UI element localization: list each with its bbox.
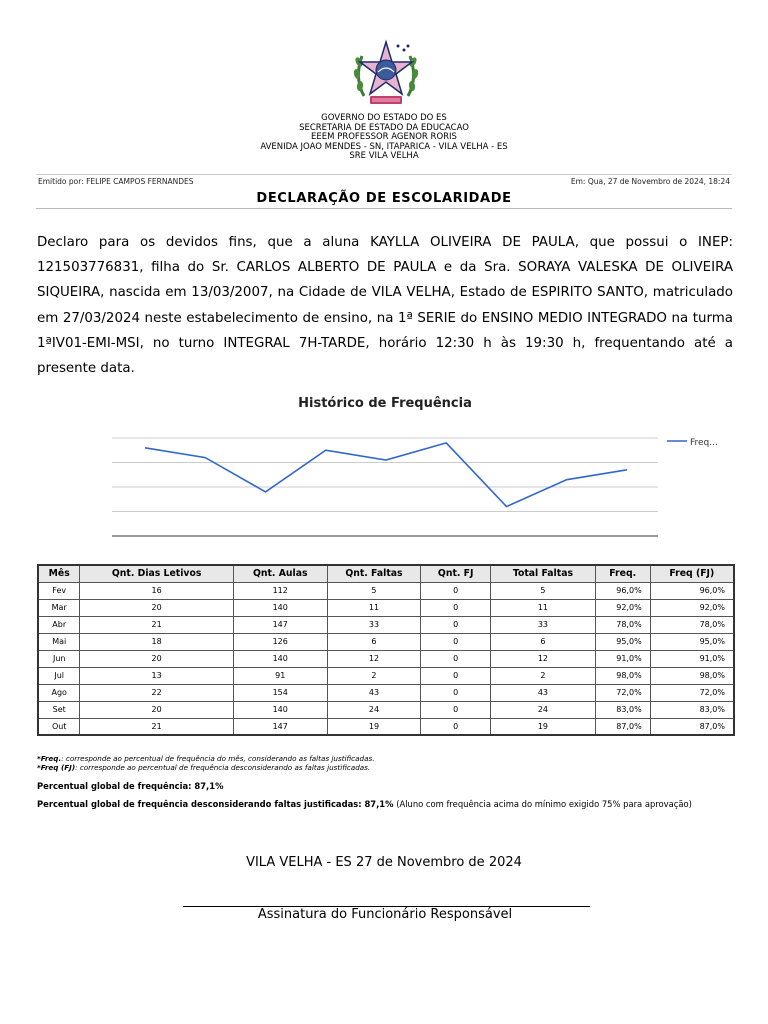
table-cell: 5	[327, 582, 421, 599]
table-header-cell: Freq.	[595, 565, 650, 582]
table-cell: 72,0%	[595, 684, 650, 701]
table-header-cell: Qnt. Faltas	[327, 565, 421, 582]
table-cell: 0	[421, 667, 491, 684]
global-frequency-note: (Aluno com frequência acima do mínimo exigido 75% para aprovação)	[393, 799, 692, 809]
note-freqfj-desc: : corresponde ao percentual de frequência desconsiderando as faltas justificadas.	[75, 763, 371, 772]
header-school: EEEM PROFESSOR AGENOR RORIS	[311, 132, 457, 143]
global-frequency-no-fj	[37, 799, 697, 810]
table-row	[38, 650, 734, 667]
table-cell: 19	[327, 718, 421, 735]
table-cell: 91	[233, 667, 327, 684]
table-cell: 0	[421, 616, 491, 633]
table-cell: 95,0%	[650, 633, 734, 650]
table-cell: 22	[80, 684, 233, 701]
table-cell: 2	[327, 667, 421, 684]
chart-legend-label: Freq...	[690, 438, 718, 448]
table-cell: 92,0%	[595, 599, 650, 616]
table-cell: 87,0%	[595, 718, 650, 735]
table-cell: 140	[233, 599, 327, 616]
table-cell: 91,0%	[650, 650, 734, 667]
table-header-cell: Qnt. Dias Letivos	[80, 565, 233, 582]
table-row	[38, 582, 734, 599]
emitted-by: Emitido por: FELIPE CAMPOS FERNANDES	[38, 177, 194, 186]
table-cell: 0	[421, 633, 491, 650]
table-cell: Abr	[38, 616, 80, 633]
table-header-row	[38, 565, 734, 582]
table-cell: 20	[80, 701, 233, 718]
global-frequency-no-fj-value: Percentual global de frequência desconsiderando faltas justificadas: 87,1%	[37, 799, 394, 809]
emitted-at: Em: Qua, 27 de Novembro de 2024, 18:24	[570, 177, 730, 186]
table-cell: 140	[233, 650, 327, 667]
table-cell: 24	[491, 701, 596, 718]
table-cell: 21	[80, 718, 233, 735]
note-freqfj-term: *Freq (FJ)	[37, 763, 76, 772]
table-cell: Mar	[38, 599, 80, 616]
table-cell: 0	[421, 701, 491, 718]
table-cell: 154	[233, 684, 327, 701]
table-cell: Out	[38, 718, 80, 735]
table-cell: 96,0%	[650, 582, 734, 599]
table-cell: 112	[233, 582, 327, 599]
table-cell: Mai	[38, 633, 80, 650]
table-cell: 33	[327, 616, 421, 633]
table-cell: 11	[491, 599, 596, 616]
header-secretariat: SECRETARIA DE ESTADO DA EDUCACAO	[299, 122, 469, 133]
table-row	[38, 718, 734, 735]
table-cell: 43	[491, 684, 596, 701]
note-freq-desc: : corresponde ao percentual de frequência do mês, considerando as faltas justificadas.	[61, 754, 375, 763]
table-header-cell: Qnt. Aulas	[233, 565, 327, 582]
table-cell: 0	[421, 650, 491, 667]
table-cell: Fev	[38, 582, 80, 599]
table-cell: 83,0%	[595, 701, 650, 718]
table-cell: 147	[233, 718, 327, 735]
table-row	[38, 633, 734, 650]
table-cell: 91,0%	[595, 650, 650, 667]
table-row	[38, 667, 734, 684]
table-cell: 147	[233, 616, 327, 633]
table-cell: 24	[327, 701, 421, 718]
table-cell: 6	[491, 633, 596, 650]
table-cell: 19	[491, 718, 596, 735]
note-freq-fj	[37, 763, 375, 772]
header-address: AVENIDA JOAO MENDES - SN, ITAPARICA - VILA VELHA - ES	[260, 141, 508, 152]
table-cell: 2	[491, 667, 596, 684]
table-cell: 96,0%	[595, 582, 650, 599]
table-cell: 18	[80, 633, 233, 650]
declaration-text: Declaro para os devidos fins, que a aluna KAYLLA OLIVEIRA DE PAULA, que possui o INEP: 121503776831, filha do Sr. CARLOS ALBERTO DE PAULA e da Sra. SORAYA VALESKA DE OLIVEIRA SIQUEIRA, nascida em 13/03/2007, na Cidade de VILA VELHA, Estado de ESPIRITO SANTO, matriculado em 27/03/2024 neste estabelecimento de ensino, na 1ª SERIE do ENSINO MEDIO INTEGRADO na turma 1ªIV01-EMI-MSI, no turno INTEGRAL 7H-TARDE, horário 12:30 h às 19:30 h, frequentando até a presente data.	[37, 235, 733, 377]
table-cell: Set	[38, 701, 80, 718]
table-cell: 78,0%	[650, 616, 734, 633]
frequency-table	[37, 564, 735, 736]
table-cell: 140	[233, 701, 327, 718]
note-freq-term: *Freq.	[37, 754, 62, 763]
table-header-cell: Mês	[38, 565, 80, 582]
table-cell: Ago	[38, 684, 80, 701]
document-title: DECLARAÇÃO DE ESCOLARIDADE	[256, 191, 512, 206]
table-row	[38, 684, 734, 701]
table-cell: 12	[491, 650, 596, 667]
table-cell: 6	[327, 633, 421, 650]
table-cell: 13	[80, 667, 233, 684]
table-cell: 0	[421, 582, 491, 599]
table-cell: 98,0%	[595, 667, 650, 684]
header-regional: SRE VILA VELHA	[349, 151, 419, 162]
table-row	[38, 599, 734, 616]
signature-label: Assinatura do Funcionário Responsável	[257, 907, 513, 922]
table-cell: 98,0%	[650, 667, 734, 684]
table-cell: 72,0%	[650, 684, 734, 701]
table-cell: 16	[80, 582, 233, 599]
table-cell: 20	[80, 599, 233, 616]
table-cell: 0	[421, 599, 491, 616]
place-date: VILA VELHA - ES 27 de Novembro de 2024	[246, 855, 522, 870]
table-cell: 0	[421, 684, 491, 701]
table-cell: 0	[421, 718, 491, 735]
table-header-cell: Qnt. FJ	[421, 565, 491, 582]
note-freq	[37, 754, 375, 763]
header-government: GOVERNO DO ESTADO DO ES	[321, 113, 447, 123]
table-cell: Jul	[38, 667, 80, 684]
table-cell: 87,0%	[650, 718, 734, 735]
table-cell: 78,0%	[595, 616, 650, 633]
chart-series-line	[145, 443, 627, 507]
table-header-cell: Total Faltas	[491, 565, 596, 582]
table-cell: 92,0%	[650, 599, 734, 616]
table-row	[38, 616, 734, 633]
table-cell: 83,0%	[650, 701, 734, 718]
table-notes	[37, 754, 375, 772]
table-cell: Jun	[38, 650, 80, 667]
table-cell: 12	[327, 650, 421, 667]
table-cell: 126	[233, 633, 327, 650]
chart-title: Histórico de Frequência	[298, 396, 472, 411]
table-row	[38, 701, 734, 718]
table-cell: 11	[327, 599, 421, 616]
table-header-cell: Freq (FJ)	[650, 565, 734, 582]
global-frequency: Percentual global de frequência: 87,1%	[37, 781, 224, 791]
table-cell: 33	[491, 616, 596, 633]
table-cell: 95,0%	[595, 633, 650, 650]
table-cell: 5	[491, 582, 596, 599]
table-cell: 43	[327, 684, 421, 701]
table-cell: 21	[80, 616, 233, 633]
table-cell: 20	[80, 650, 233, 667]
